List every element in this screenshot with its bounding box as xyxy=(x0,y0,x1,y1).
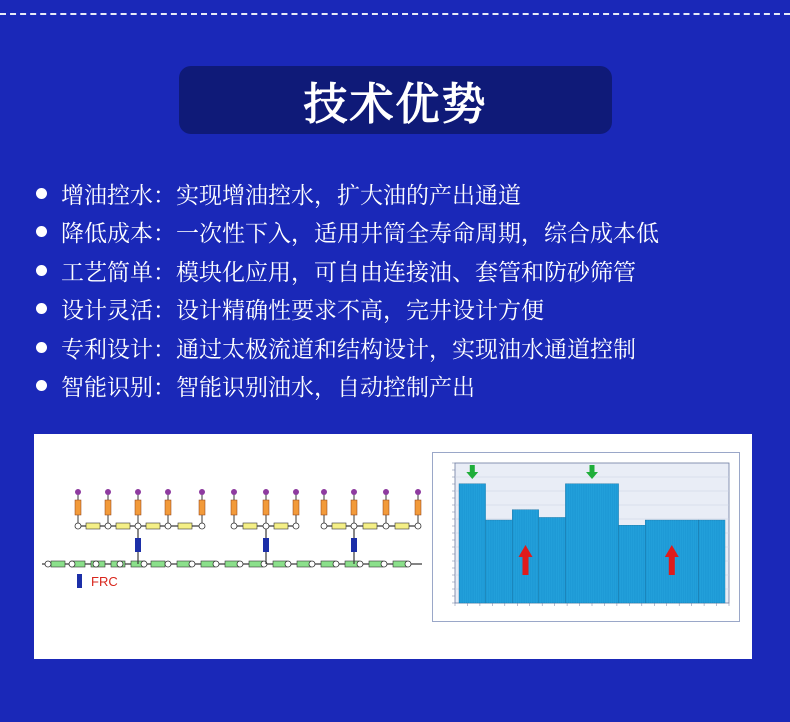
branch-segment xyxy=(146,523,160,529)
top-dashed-divider xyxy=(0,13,790,15)
title-banner xyxy=(179,66,612,134)
branch-segment xyxy=(332,523,346,529)
lateral-tip xyxy=(351,489,357,495)
pipe-joint xyxy=(69,561,75,567)
branch-joint xyxy=(321,523,327,529)
lateral-screen xyxy=(135,500,141,515)
pipe-joint xyxy=(381,561,387,567)
frc-legend-label: FRC xyxy=(91,574,118,589)
frc-valve xyxy=(135,538,141,552)
pipe-joint xyxy=(285,561,291,567)
feature-desc: 通过太极流道和结构设计，实现油水通道控制 xyxy=(176,336,636,363)
branch-joint xyxy=(351,523,357,529)
lateral-screen xyxy=(75,500,81,515)
pipe-joint xyxy=(333,561,339,567)
feature-name: 设计灵活 xyxy=(61,298,153,325)
chart-bar xyxy=(698,520,725,603)
lateral-tip xyxy=(263,489,269,495)
branch-joint xyxy=(135,523,141,529)
lateral-tip xyxy=(293,489,299,495)
branch-joint xyxy=(415,523,421,529)
feature-name: 专利设计 xyxy=(61,336,153,363)
branch-joint xyxy=(75,523,81,529)
lateral-screen xyxy=(383,500,389,515)
lateral-tip xyxy=(231,489,237,495)
pipe-joint xyxy=(237,561,243,567)
feature-name: 增油控水 xyxy=(61,182,153,209)
lateral-screen xyxy=(231,500,237,515)
branch-segment xyxy=(274,523,288,529)
feature-item xyxy=(36,328,776,367)
lateral-screen xyxy=(415,500,421,515)
feature-desc: 设计精确性要求不高，完井设计方便 xyxy=(176,298,544,325)
bullet-icon xyxy=(36,265,47,276)
frc-valve xyxy=(263,538,269,552)
lateral-screen xyxy=(105,500,111,515)
frc-valve xyxy=(351,538,357,552)
chart-bar xyxy=(459,484,486,603)
page-title: 技术优势 xyxy=(303,79,488,130)
feature-item xyxy=(36,367,776,406)
pipe-segment xyxy=(151,561,165,567)
branch-segment xyxy=(363,523,377,529)
frc-legend-swatch-icon xyxy=(77,574,82,588)
pipe-joint xyxy=(405,561,411,567)
pipe-joint xyxy=(141,561,147,567)
branch-joint xyxy=(263,523,269,529)
lateral-screen xyxy=(351,500,357,515)
pipe-joint xyxy=(93,561,99,567)
completion-string-diagram xyxy=(34,434,434,659)
feature-name: 智能识别 xyxy=(61,375,153,402)
branch-joint xyxy=(231,523,237,529)
lateral-tip xyxy=(135,489,141,495)
lateral-tip xyxy=(199,489,205,495)
branch-joint xyxy=(293,523,299,529)
pipe-segment xyxy=(51,561,65,567)
pipe-joint xyxy=(309,561,315,567)
chart-bar xyxy=(539,517,566,603)
feature-item xyxy=(36,251,776,290)
pipe-joint xyxy=(357,561,363,567)
feature-separator: ： xyxy=(153,182,176,209)
illustration-panel xyxy=(34,434,752,659)
branch-joint xyxy=(165,523,171,529)
lateral-screen xyxy=(321,500,327,515)
lateral-tip xyxy=(321,489,327,495)
branch-joint xyxy=(383,523,389,529)
chart-bar xyxy=(565,484,618,603)
bullet-icon xyxy=(36,342,47,353)
feature-separator: ： xyxy=(153,298,176,325)
chart-bar xyxy=(619,525,646,603)
lateral-screen xyxy=(199,500,205,515)
lateral-tip xyxy=(75,489,81,495)
feature-desc: 智能识别油水，自动控制产出 xyxy=(176,375,475,402)
bullet-icon xyxy=(36,188,47,199)
feature-desc: 一次性下入，适用井筒全寿命周期，综合成本低 xyxy=(176,221,659,248)
pipe-joint xyxy=(213,561,219,567)
pipe-joint xyxy=(45,561,51,567)
feature-list xyxy=(36,174,776,405)
lateral-tip xyxy=(415,489,421,495)
bullet-icon xyxy=(36,226,47,237)
lateral-tip xyxy=(165,489,171,495)
feature-separator: ： xyxy=(153,259,176,286)
flow-rate-chart-plot xyxy=(433,453,739,621)
pipe-joint xyxy=(117,561,123,567)
bullet-icon xyxy=(36,380,47,391)
feature-desc: 实现增油控水，扩大油的产出通道 xyxy=(176,182,521,209)
branch-joint xyxy=(105,523,111,529)
feature-desc: 模块化应用，可自由连接油、套管和防砂筛管 xyxy=(176,259,636,286)
feature-item xyxy=(36,174,776,213)
feature-name: 降低成本 xyxy=(61,221,153,248)
branch-segment xyxy=(178,523,192,529)
flow-rate-chart xyxy=(432,452,740,622)
feature-separator: ： xyxy=(153,221,176,248)
lateral-tip xyxy=(105,489,111,495)
branch-segment xyxy=(243,523,257,529)
lateral-screen xyxy=(263,500,269,515)
chart-bar xyxy=(486,520,513,603)
feature-separator: ： xyxy=(153,336,176,363)
feature-item xyxy=(36,290,776,329)
branch-segment xyxy=(395,523,409,529)
pipe-joint xyxy=(165,561,171,567)
lateral-tip xyxy=(383,489,389,495)
lateral-screen xyxy=(165,500,171,515)
bullet-icon xyxy=(36,303,47,314)
feature-separator: ： xyxy=(153,375,176,402)
branch-segment xyxy=(86,523,100,529)
branch-segment xyxy=(116,523,130,529)
branch-joint xyxy=(199,523,205,529)
lateral-screen xyxy=(293,500,299,515)
pipe-joint xyxy=(189,561,195,567)
feature-name: 工艺简单 xyxy=(61,259,153,286)
feature-item xyxy=(36,213,776,252)
